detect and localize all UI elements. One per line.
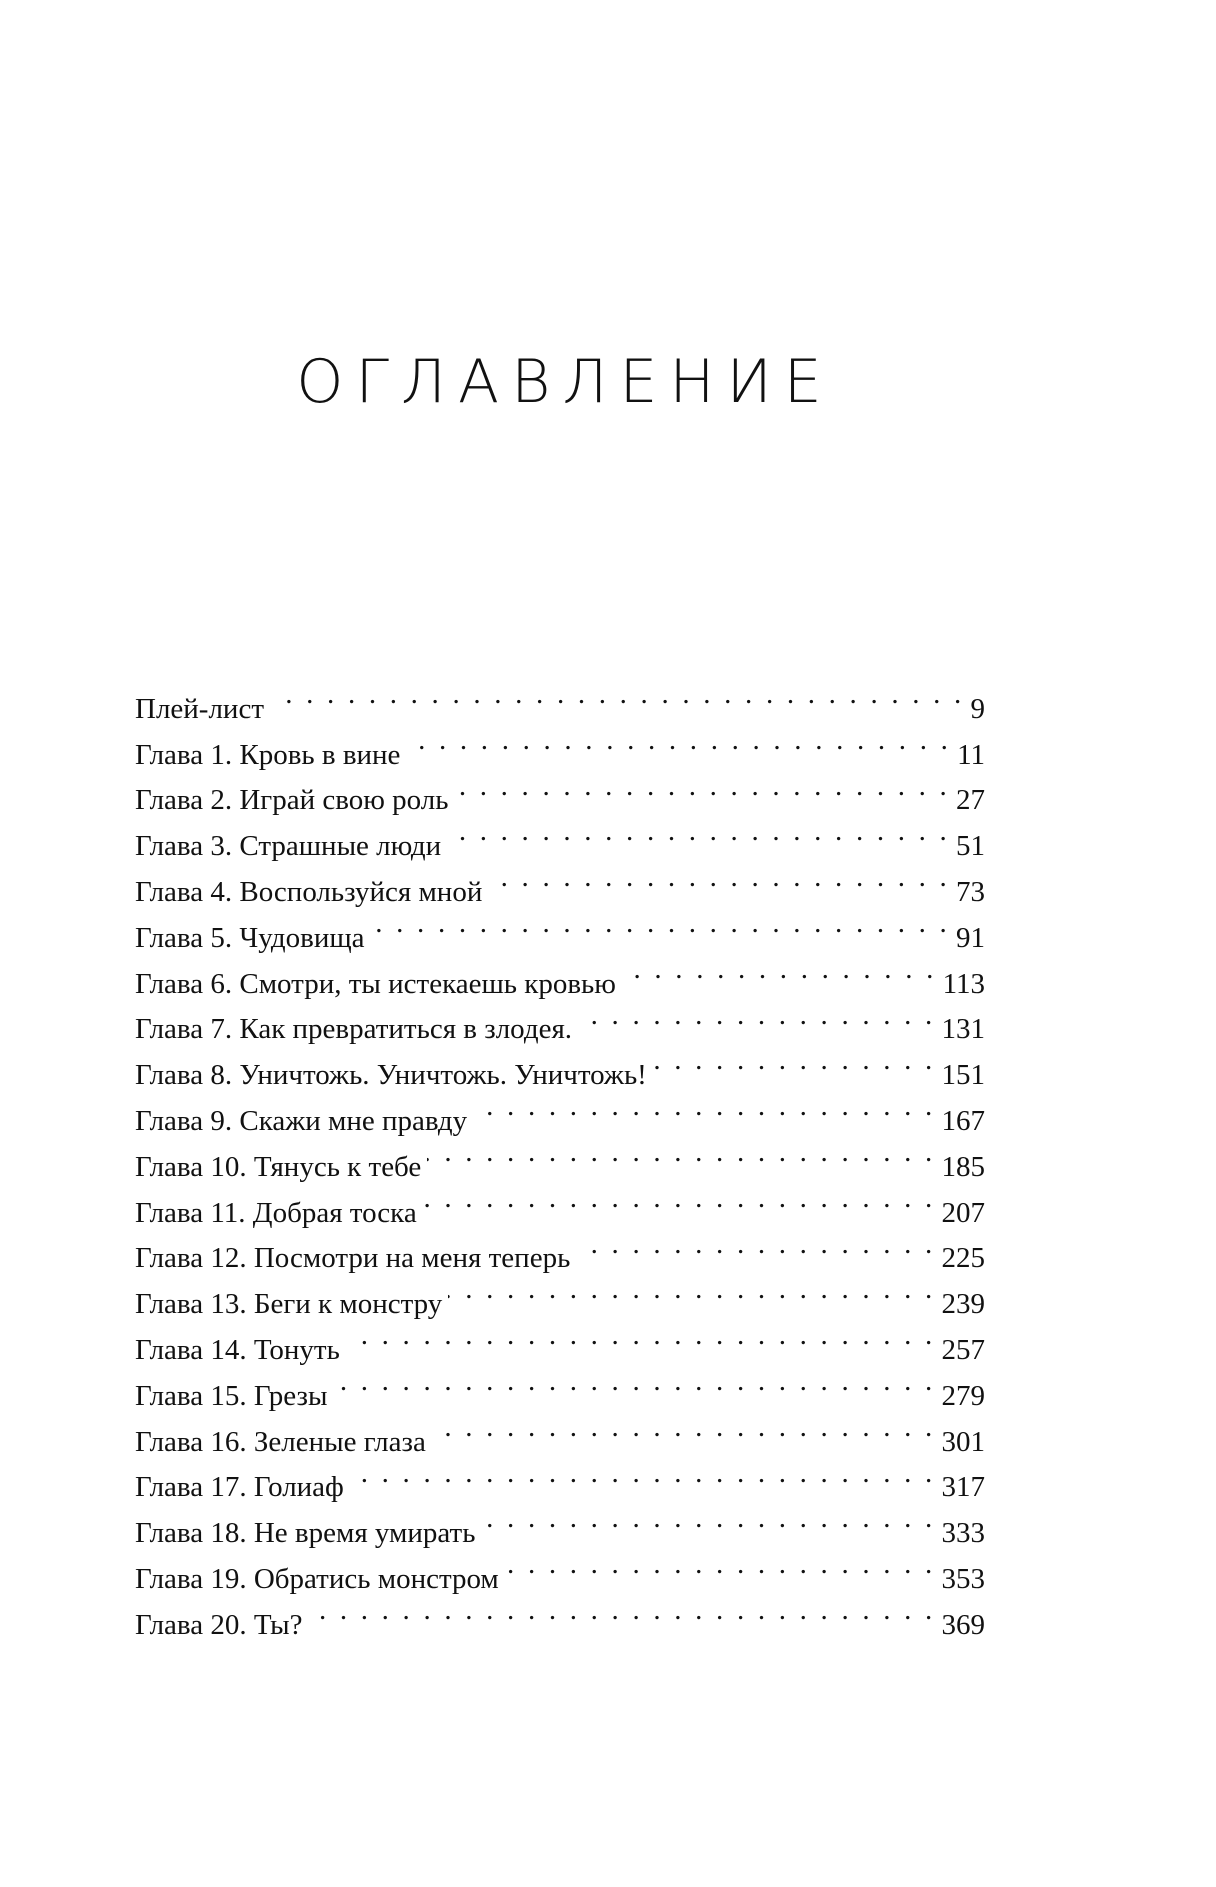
dot-leader (481, 1496, 935, 1542)
toc-page-number: 239 (941, 1288, 985, 1321)
dot-leader (427, 1130, 935, 1176)
toc-page-number: 317 (941, 1471, 985, 1504)
dot-leader (423, 1176, 936, 1222)
dot-leader (448, 1267, 935, 1313)
toc-page-number: 151 (941, 1059, 985, 1092)
toc-page-number: 207 (941, 1196, 985, 1229)
toc-page-number: 225 (941, 1242, 985, 1275)
toc-page-number: 301 (941, 1425, 985, 1458)
toc-page-number: 257 (941, 1333, 985, 1366)
toc-entry-label: Глава 11. Добрая тоска (135, 1196, 417, 1229)
toc-entry-label: Глава 10. Тянусь к тебе (135, 1150, 422, 1183)
toc-entry-label: Глава 20. Ты? (135, 1608, 303, 1641)
toc-entry-label: Глава 9. Скажи мне правду (135, 1104, 468, 1137)
toc-entry-label: Глава 2. Играй свою роль (135, 784, 449, 817)
dot-leader (406, 718, 951, 764)
toc-page-number: 91 (956, 921, 985, 954)
dot-leader (371, 901, 950, 947)
toc-entry-playlist[interactable] (135, 672, 985, 725)
toc-entry-label: Глава 15. Грезы (135, 1379, 328, 1412)
toc-page-number: 113 (942, 967, 985, 1000)
toc-entry-label: Глава 19. Обратись монстром (135, 1562, 499, 1595)
dot-leader (488, 855, 950, 901)
toc-page-number: 131 (941, 1013, 985, 1046)
toc-page-number: 167 (941, 1104, 985, 1137)
toc-entry-label: Глава 16. Зеленые глаза (135, 1425, 426, 1458)
toc-entry-label: Глава 6. Смотри, ты истекаешь кровью (135, 967, 616, 1000)
toc-page-number: 369 (941, 1608, 985, 1641)
dot-leader (576, 1222, 935, 1268)
dot-leader (432, 1405, 936, 1451)
dot-leader (473, 1084, 935, 1130)
dot-leader (578, 993, 935, 1039)
toc-entry-label: Глава 1. Кровь в вине (135, 738, 401, 771)
toc-entry-label: Глава 17. Голиаф (135, 1471, 344, 1504)
dot-leader (454, 764, 950, 810)
dot-leader (270, 672, 965, 718)
toc-entry-label: Плей-лист (135, 692, 264, 725)
dot-leader (447, 809, 950, 855)
toc-entry-label: Глава 4. Воспользуйся мной (135, 875, 483, 908)
toc-entry-label: Глава 8. Уничтожь. Уничтожь. Уничтожь! (135, 1059, 647, 1092)
toc-page-number: 279 (941, 1379, 985, 1412)
toc-page-number: 185 (941, 1150, 985, 1183)
page-title: ОГЛАВЛЕНИЕ (296, 347, 834, 418)
dot-leader (309, 1588, 936, 1634)
toc-page-number: 11 (957, 738, 985, 771)
toc-page-number: 333 (941, 1517, 985, 1550)
dot-leader (505, 1542, 936, 1588)
toc-entry-label: Глава 13. Беги к монстру (135, 1288, 443, 1321)
toc-page-number: 9 (970, 692, 985, 725)
dot-leader (333, 1359, 935, 1405)
toc-page-number: 73 (956, 875, 985, 908)
toc-entry-label: Глава 7. Как превратиться в злодея. (135, 1013, 573, 1046)
dot-leader (346, 1313, 936, 1359)
toc-entry-label: Глава 14. Тонуть (135, 1333, 340, 1366)
toc-entry-label: Глава 12. Посмотри на меня теперь (135, 1242, 571, 1275)
dot-leader (350, 1451, 936, 1497)
dot-leader (622, 947, 937, 993)
dot-leader (653, 1038, 936, 1084)
toc-page-number: 353 (941, 1562, 985, 1595)
toc-entry-label: Глава 5. Чудовища (135, 921, 365, 954)
toc-page-number: 27 (956, 784, 985, 817)
toc-page-number: 51 (956, 830, 985, 863)
toc-entry-label: Глава 3. Страшные люди (135, 830, 442, 863)
table-of-contents (135, 672, 985, 1641)
toc-entry-label: Глава 18. Не время умирать (135, 1517, 476, 1550)
